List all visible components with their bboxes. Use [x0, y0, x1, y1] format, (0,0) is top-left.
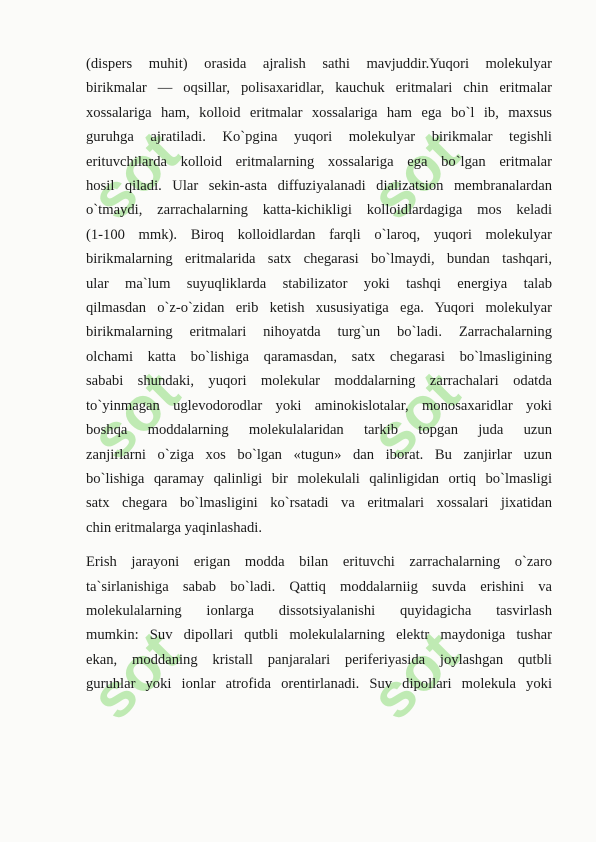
text-line: sababi shundaki, yuqori molekular moddalarning zarrachalari odatda: [86, 373, 552, 390]
watermark-text: sot: [78, 618, 193, 733]
text-line: ta`sirlanishiga sabab bo`ladi. Qattiq moddalarniig suvda erishini va: [86, 578, 552, 595]
text-line: erituvchilarda kolloid eritmalarning xossalariga ega bo`lgan eritmalar: [86, 153, 552, 170]
watermark-text: sot: [78, 358, 193, 473]
text-line: to`yinmagan uglevodorodlar yoki aminokislotalar, monosaxaridlar yoki: [86, 397, 552, 414]
text-line: hosil qiladi. Ular sekin-asta diffuziyalanadi dializatsion membranalardan: [86, 178, 552, 195]
text-line: birikmalarning eritmalarida satx chegarasi bo`lmaydi, bundan tashqari,: [86, 251, 552, 268]
paragraph-2: [86, 550, 552, 696]
text-line: boshqa moddalarning molekulalaridan tarkib topgan juda uzun: [86, 422, 552, 439]
text-line: xossalariga ham, kolloid eritmalar xossalariga ham ega bo`l ib, maxsus: [86, 104, 552, 121]
text-line: ular ma`lum suyuqliklarda stabilizator yoki tashqi energiya talab: [86, 275, 552, 292]
watermark-text: sot: [358, 118, 473, 233]
text-line: birikmalarning eritmalari nihoyatda turg`un bo`ladi. Zarrachalarning: [86, 324, 552, 341]
text-line: qilmasdan o`z-o`zidan erib ketish xususiyatiga ega. Yuqori molekulyar: [86, 300, 552, 317]
text-line: guruhga ajratiladi. Ko`pgina yuqori molekulyar birikmalar tegishli: [86, 129, 552, 146]
text-line: satx chegara bo`lmasligini ko`rsatadi va eritmalari xossalari jixatidan: [86, 495, 552, 512]
text-line: Erish jarayoni erigan modda bilan erituvchi zarrachalarning o`zaro: [86, 554, 552, 571]
text-line: ekan, moddaning kristall panjaralari periferiyasida joylashgan qutbli: [86, 651, 552, 668]
text-line: birikmalar — oqsillar, polisaxaridlar, kauchuk eritmalari chin eritmalar: [86, 80, 552, 97]
text-line: o`tmaydi, zarrachalarning katta-kichikligi kolloidlardagiga mos keladi: [86, 202, 552, 219]
text-line: olchami katta bo`lishiga qaramasdan, satx chegarasi bo`lmasligining: [86, 348, 552, 365]
text-line: molekulalarning ionlarga dissotsiyalanishi quyidagicha tasvirlash: [86, 602, 552, 619]
text-line: (dispers muhit) orasida ajralish sathi mavjuddir.Yuqori molekulyar: [86, 56, 552, 72]
paragraph-1: [86, 52, 552, 540]
text-line: mumkin: Suv dipollari qutbli molekulalarning elektr maydoniga tushar: [86, 627, 552, 644]
text-line: (1-100 mmk). Biroq kolloidlardan farqli o`laroq, yuqori molekulyar: [86, 226, 552, 243]
watermark-text: sot: [358, 618, 473, 733]
watermark-text: sot: [358, 358, 473, 473]
text-line: zanjirlarni o`ziga xos bo`lgan «tugun» dan iborat. Bu zanjirlar uzun: [86, 446, 552, 463]
text-line: guruhlar yoki ionlar atrofida orentirlanadi. Suv dipollari molekula yoki: [86, 676, 552, 693]
body-text: [86, 52, 552, 697]
text-line: chin eritmalarga yaqinlashadi.: [86, 519, 263, 536]
watermark-text: sot: [78, 118, 193, 233]
text-line: bo`lishiga qaramay qalinligi bir molekulali qalinligidan ortiq bo`lmasligi: [86, 470, 552, 487]
